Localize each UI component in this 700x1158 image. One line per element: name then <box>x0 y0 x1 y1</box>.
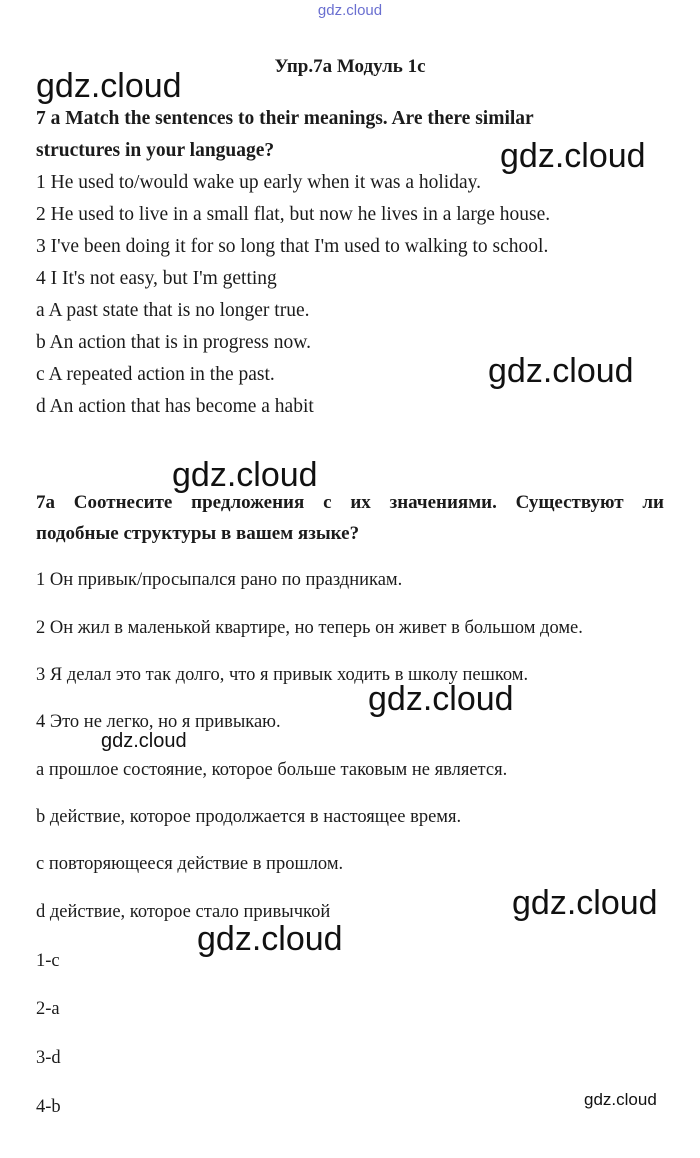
watermark: gdz.cloud <box>500 137 646 175</box>
watermark: gdz.cloud <box>197 920 343 958</box>
meaning-en-a: a A past state that is no longer true. <box>36 300 310 321</box>
watermark: gdz.cloud <box>368 680 514 718</box>
task-heading-ru-line2: подобные структуры в вашем языке? <box>36 523 360 544</box>
meaning-ru-c: с повторяющееся действие в прошлом. <box>36 854 344 874</box>
meaning-en-b: b An action that is in progress now. <box>36 332 311 353</box>
sentence-ru-4: 4 Это не легко, но я привыкаю. <box>36 712 281 732</box>
answer-2: 2-a <box>36 999 60 1019</box>
watermark: gdz.cloud <box>36 67 182 105</box>
meaning-ru-d: d действие, которое стало привычкой <box>36 902 331 922</box>
sentence-ru-1: 1 Он привык/просыпался рано по праздникам. <box>36 570 403 590</box>
watermark: gdz.cloud <box>512 884 658 922</box>
answer-3: 3-d <box>36 1048 61 1068</box>
task-heading-en-line2: structures in your language? <box>36 140 275 161</box>
meaning-ru-b: b действие, которое продолжается в настоящее время. <box>36 807 462 827</box>
task-heading-en-line1: 7 a Match the sentences to their meanings. Are there similar <box>36 108 534 129</box>
watermark: gdz.cloud <box>488 352 634 390</box>
meaning-ru-a: а прошлое состояние, которое больше таковым не является. <box>36 760 508 780</box>
watermark: gdz.cloud <box>172 456 318 494</box>
sentence-ru-2: 2 Он жил в маленькой квартире, но теперь он живет в большом доме. <box>36 618 583 638</box>
sentence-en-3: 3 I've been doing it for so long that I'm used to walking to school. <box>36 236 549 257</box>
meaning-en-d: d An action that has become a habit <box>36 396 314 417</box>
meaning-en-c: c A repeated action in the past. <box>36 364 275 385</box>
sentence-en-1: 1 He used to/would wake up early when it was a holiday. <box>36 172 481 193</box>
answer-1: 1-c <box>36 951 60 971</box>
sentence-en-4: 4 I It's not easy, but I'm getting <box>36 268 277 289</box>
page-title: Упр.7а Модуль 1с <box>274 56 426 77</box>
answer-4: 4-b <box>36 1097 61 1117</box>
task-heading-ru-line1: 7a Соотнесите предложения с их значениями. Существуют ли <box>36 492 664 513</box>
watermark: gdz.cloud <box>101 730 187 752</box>
sentence-ru-3: 3 Я делал это так долго, что я привык ходить в школу пешком. <box>36 665 529 685</box>
watermark: gdz.cloud <box>584 1090 657 1109</box>
header-watermark: gdz.cloud <box>317 2 383 19</box>
sentence-en-2: 2 He used to live in a small flat, but now he lives in a large house. <box>36 204 551 225</box>
